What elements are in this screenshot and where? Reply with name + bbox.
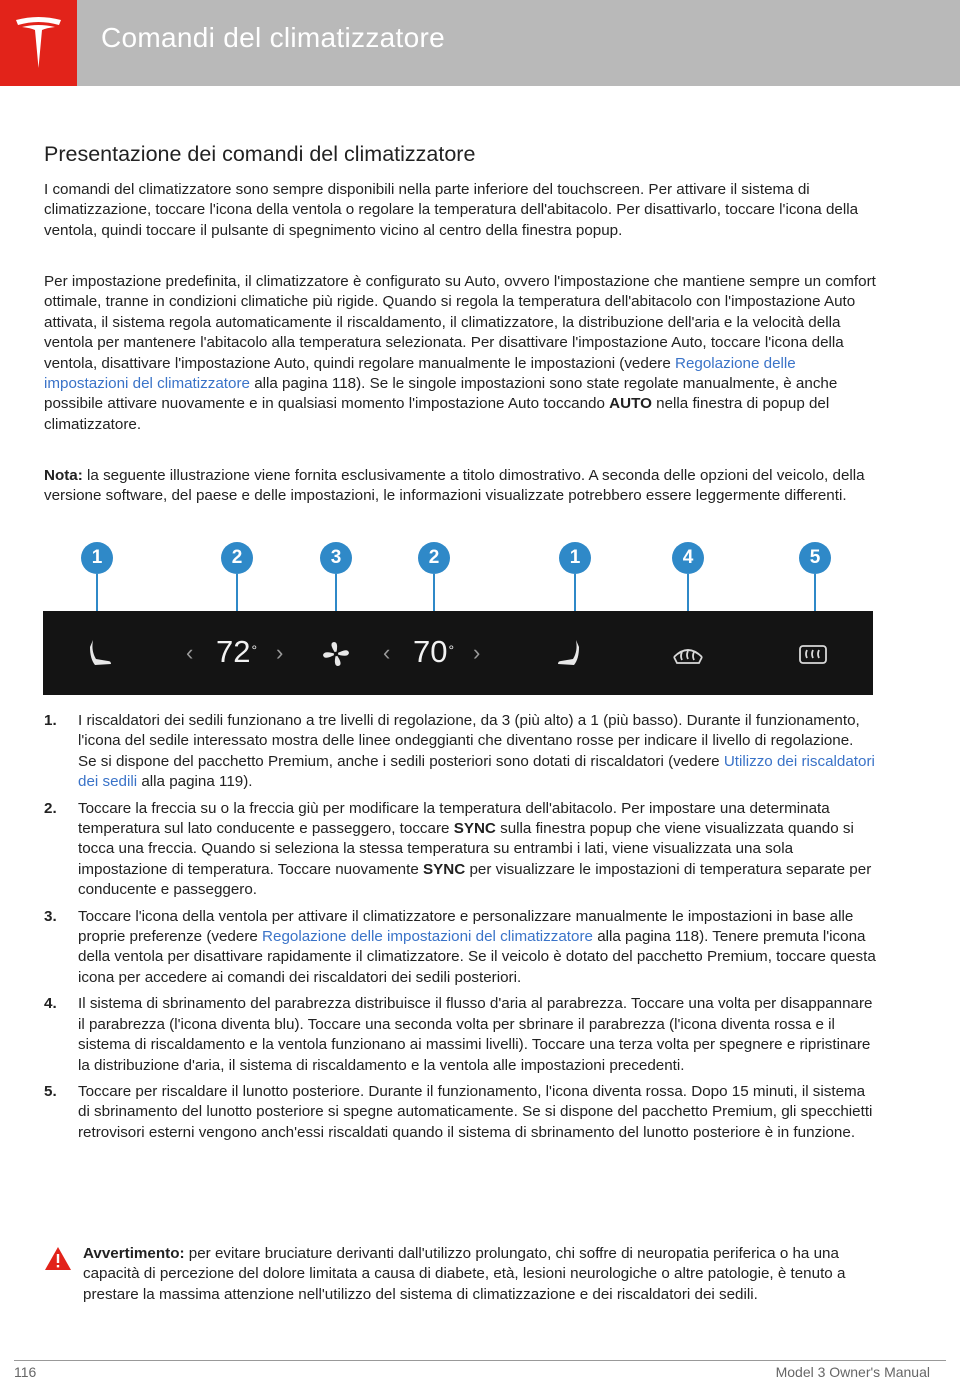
link-seat-heaters[interactable]: Utilizzo dei riscaldatori dei sedili [78, 752, 875, 791]
list-number: 4. [44, 995, 57, 1013]
note-label: Nota: [44, 467, 83, 484]
auto-text-b: alla pagina 118). Se le singole impostazioni sono state regolate manualmente, è anche possibile attivare nuovamente e in qualsiasi momento l'impostazione Auto toccando [44, 375, 838, 413]
callout-1-driver-seat: 1 [81, 542, 113, 574]
callout-line [433, 574, 435, 611]
driver-temp-value: 72 [216, 634, 251, 669]
climate-control-bar [43, 611, 873, 695]
callout-line [574, 574, 576, 611]
list-number: 2. [44, 799, 57, 817]
fan-icon[interactable] [322, 641, 350, 667]
callout-4-front-defrost: 4 [672, 542, 704, 574]
callout-3-fan: 3 [320, 542, 352, 574]
list-number: 1. [44, 712, 57, 729]
seat-heater-passenger-icon[interactable] [554, 637, 582, 669]
auto-text-a: Per impostazione predefinita, il climatizzatore è configurato su Auto, ovvero l'impostazione che mantiene sempre un comfort ottimale, tranne in condizioni climatiche più rigide. Quando si regola la temperatura dell'abitacolo con l'impostazione Auto attivata, il sistema regola automaticamente il riscaldamento, il climatizzatore, la distribuzione dell'aria e la velocità della ventola per mantenere l'abitacolo alla temperatura selezionata. Per disattivare l'impostazione Auto, toccare l'icona della ventola, disattivare l'impostazione Auto, quindi regolare manualmente le impostazioni (vedere [44, 273, 876, 372]
list-text: Toccare l'icona della ventola per attivare il climatizzatore e personalizzare manualmente le impostazioni in base alle proprie preferenze (vedere [78, 907, 854, 946]
list-text: per visualizzare le impostazioni di temperatura separate per conducente e passeggero. [78, 860, 872, 899]
list-item [44, 994, 876, 1076]
callout-1-passenger-seat: 1 [559, 542, 591, 574]
logo-box [0, 0, 77, 86]
auto-paragraph [44, 272, 876, 435]
page-title: Comandi del climatizzatore [101, 22, 445, 53]
callout-line [814, 574, 816, 611]
list-item [44, 799, 876, 901]
callout-line [236, 574, 238, 611]
climate-bar-illustration [43, 535, 873, 695]
callout-explanations-list [44, 711, 876, 1149]
list-number: 5. [44, 1082, 57, 1100]
sync-keyword: SYNC [423, 860, 466, 878]
passenger-temp-down-arrow[interactable]: ‹ [383, 640, 391, 665]
manual-title: Model 3 Owner's Manual [775, 1364, 930, 1380]
list-text: Il sistema di sbrinamento del parabrezza distribuisce il flusso d'aria al parabrezza. Toccare una volta per disappannare il parabrezza (l'icona diventa blu). Toccare una seconda volta per sbrinare il parabrezza (l'icona diventa rossa e il sistema di riscaldamento e la ventola funzionano ai massimi livelli). Toccare una terza volta per spegnere e ripristinare la distribuzione d'aria, il sistema di riscaldamento e la ventola alle impostazioni precedenti. [78, 995, 873, 1074]
page-header [0, 0, 960, 86]
tesla-logo-icon [13, 16, 64, 70]
driver-temperature [216, 635, 257, 669]
callout-line [96, 574, 98, 611]
note-text: la seguente illustrazione viene fornita esclusivamente a titolo dimostrativo. A seconda delle opzioni del veicolo, della versione software, del paese e delle impostazioni, le informazioni visualizzate potrebbero essere leggermente differenti. [44, 467, 865, 505]
warning-label: Avvertimento: [83, 1245, 185, 1262]
callout-line [335, 574, 337, 611]
warning-box [44, 1244, 876, 1305]
front-defrost-icon[interactable] [672, 643, 704, 667]
section-title: Presentazione dei comandi del climatizzatore [44, 142, 476, 166]
list-item [44, 1082, 876, 1143]
note-paragraph [44, 466, 876, 507]
page-number: 116 [14, 1364, 37, 1380]
degree-symbol: ° [448, 642, 455, 658]
footer-divider [14, 1360, 946, 1361]
auto-text-c: nella finestra di popup del climatizzatore. [44, 395, 830, 433]
list-number: 3. [44, 907, 57, 925]
list-item [44, 711, 876, 793]
rear-defrost-icon[interactable] [797, 643, 829, 667]
list-text: Toccare per riscaldare il lunotto posteriore. Durante il funzionamento, l'icona diventa rossa. Dopo 15 minuti, il sistema di sbrinamento del lunotto posteriore si spegne automaticamente. Se si dispone del pacchetto Premium, gli specchietti retrovisori esterni vengono anch'essi riscaldati quando il sistema di sbrinamento del lunotto posteriore è in funzione. [78, 1082, 873, 1141]
seat-heater-driver-icon[interactable] [87, 637, 115, 669]
callout-line [687, 574, 689, 611]
driver-temp-up-arrow[interactable]: › [276, 640, 284, 665]
list-text: alla pagina 118). Tenere premuta l'icona della ventola per disattivare rapidamente il climatizzatore. Se il veicolo è dotato del pacchetto Premium, toccare questa icona per accedere ai comandi dei riscaldatori dei sedili posteriori. [78, 928, 876, 986]
warning-text [83, 1244, 876, 1305]
passenger-temperature [413, 635, 454, 669]
link-climate-settings-2[interactable]: Regolazione delle impostazioni del climatizzatore [262, 928, 593, 946]
auto-keyword: AUTO [609, 395, 652, 413]
sync-keyword: SYNC [453, 820, 496, 838]
passenger-temp-up-arrow[interactable]: › [473, 640, 481, 665]
warning-body: per evitare bruciature derivanti dall'utilizzo prolungato, chi soffre di neuropatia periferica o ha una capacità di percezione del dolore limitata a causa di diabete, età, lesioni neurologiche o altre patologie, è tenuto a prestare la massima attenzione nell'utilizzo del sistema di climatizzazione e dei riscaldatori dei sedili. [83, 1245, 846, 1303]
passenger-temp-value: 70 [413, 634, 448, 669]
list-item [44, 907, 876, 989]
callout-2-passenger-temp: 2 [418, 542, 450, 574]
list-text: Toccare la freccia su o la freccia giù per modificare la temperatura dell'abitacolo. Per impostare una determinata temperatura sul lato conducente e passeggero, toccare [78, 799, 830, 838]
link-climate-settings[interactable]: Regolazione delle impostazioni del climatizzatore [44, 354, 796, 393]
list-text: I riscaldatori dei sedili funzionano a tre livelli di regolazione, da 3 (più alto) a 1 (più basso). Durante il funzionamento, l'icona del sedile interessato mostra delle linee ondeggianti che diventano rosse per indicare il livello di regolazione. Se si dispone del pacchetto Premium, anche i sedili posteriori sono dotati di riscaldatori (vedere [78, 712, 860, 770]
list-text: sulla finestra popup che viene visualizzata quando si tocca una freccia. Quando si seleziona la stessa temperatura su entrambi i lati, viene visualizzata una sola impostazione di temperatura. Toccare nuovamente [78, 820, 854, 878]
callout-2-driver-temp: 2 [221, 542, 253, 574]
callout-5-rear-defrost: 5 [799, 542, 831, 574]
driver-temp-down-arrow[interactable]: ‹ [186, 640, 194, 665]
intro-paragraph: I comandi del climatizzatore sono sempre disponibili nella parte inferiore del touchscreen. Per attivare il sistema di climatizzazione, toccare l'icona della ventola o regolare la temperatura dell'abitacolo. Per disattivarlo, toccare l'icona della ventola, quindi toccare il pulsante di spegnimento vicino al centro della finestra popup. [44, 181, 859, 239]
warning-triangle-icon [44, 1246, 72, 1271]
degree-symbol: ° [251, 642, 258, 658]
list-text: alla pagina 119). [137, 773, 253, 791]
